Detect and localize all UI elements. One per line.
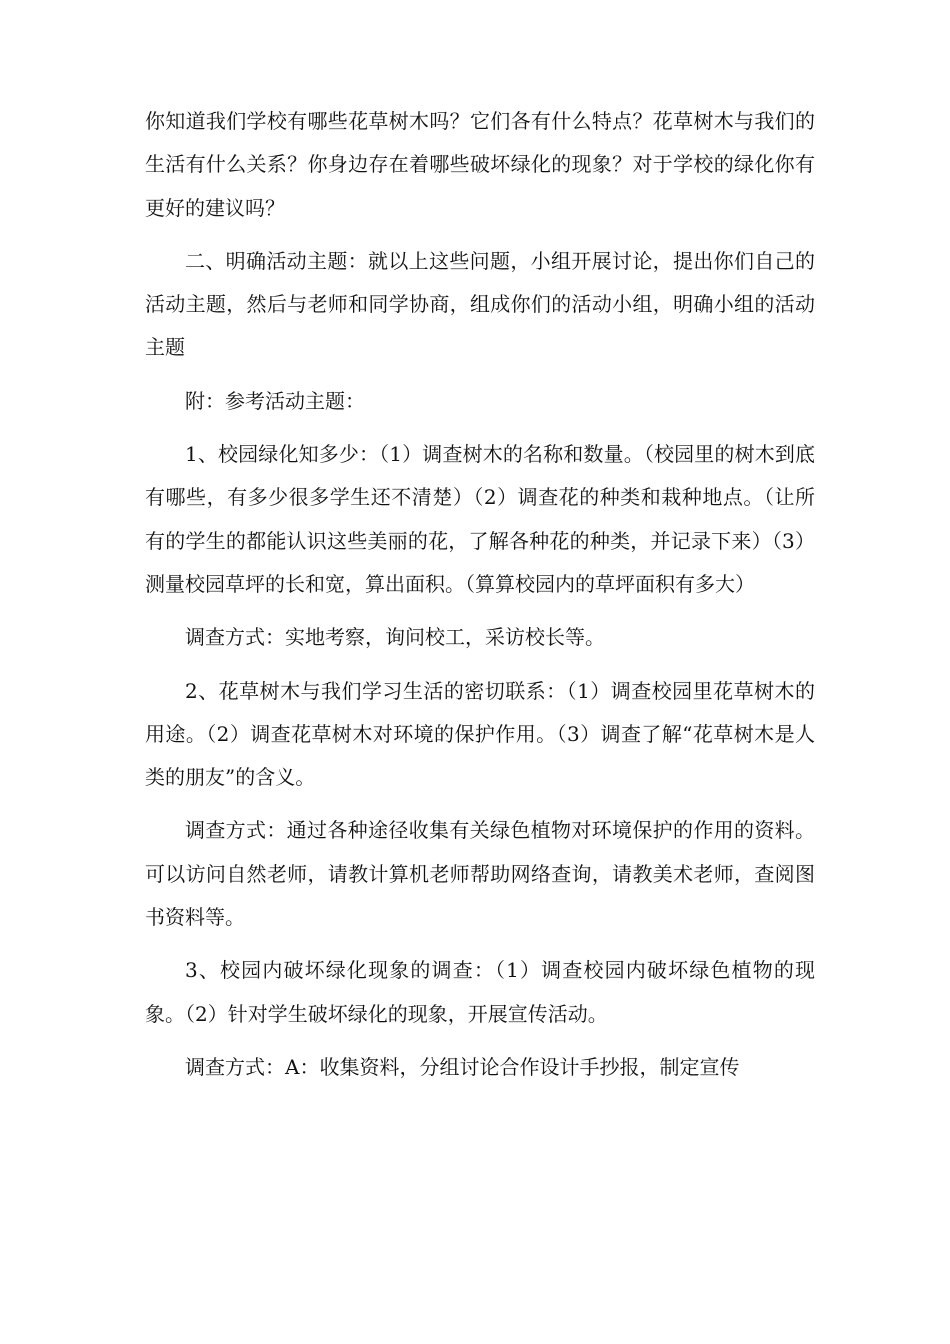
paragraph-method-three: 调查方式：A：收集资料，分组讨论合作设计手抄报，制定宣传: [185, 1054, 740, 1079]
paragraph-topic-two: 2、花草树木与我们学习生活的密切联系：（1）调查校园里花草树木的用途。（2）调查花草树木对环境的保护作用。（3）调查了解“花草树木是人类的朋友”的含义。: [145, 678, 815, 790]
paragraph-intro-questions: 你知道我们学校有哪些花草树木吗？它们各有什么特点？花草树木与我们的生活有什么关系？你身边存在着哪些破坏绿化的现象？对于学校的绿化你有更好的建议吗？: [145, 109, 815, 220]
paragraph-topic-three: 3、校园内破坏绿化现象的调查：（1）调查校园内破坏绿色植物的现象。（2）针对学生破坏绿化的现象，开展宣传活动。: [145, 958, 815, 1026]
paragraph-topic-one: 1、校园绿化知多少：（1）调查树木的名称和数量。（校园里的树木到底有哪些，有多少很多学生还不清楚）（2）调查花的种类和栽种地点。（让所有的学生的都能认识这些美丽的花，了解各种花的种类，并记录下来）（3）测量校园草坪的长和宽，算出面积。（算算校园内的草坪面积有多大）: [145, 442, 815, 596]
document-body: [145, 100, 815, 1099]
paragraph-method-one: 调查方式：实地考察，询问校工，采访校长等。: [185, 625, 605, 650]
paragraph-method-two: 调查方式：通过各种途径收集有关绿色植物对环境保护的作用的资料。可以访问自然老师，请教计算机老师帮助网络查询，请教美术老师，查阅图书资料等。: [145, 818, 815, 930]
paragraph-section-two: 二、明确活动主题：就以上这些问题，小组开展讨论，提出你们自己的活动主题，然后与老师和同学协商，组成你们的活动小组，明确小组的活动主题: [145, 248, 815, 360]
paragraph-reference-topics: 附：参考活动主题：: [185, 388, 365, 413]
